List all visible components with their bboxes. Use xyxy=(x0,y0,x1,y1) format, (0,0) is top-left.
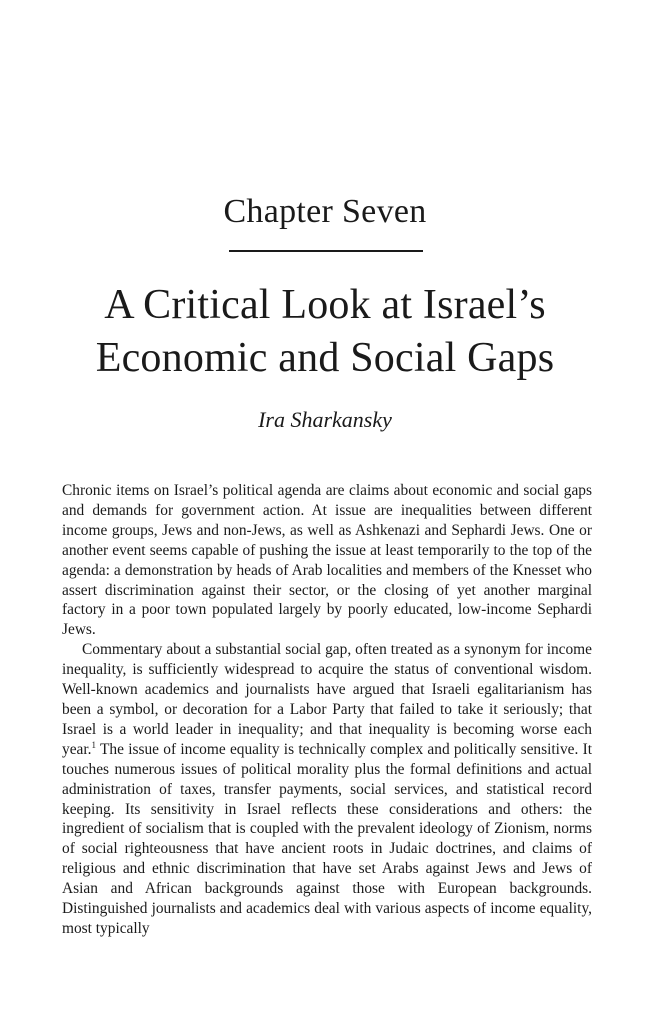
paragraph-1: Chronic items on Israel’s political agenda are claims about economic and social gaps and demands for government action. At issue are inequalities between different income groups, Jews and non-Jews, as well as Ashkenazi and Sephardi Jews. One or another event seems capable of pushing the issue at least temporarily to the top of the agenda: a demonstration by heads of Arab localities and members of the Knesset who assert discrimination against their sector, or the closing of yet another marginal factory in a poor town populated largely by poorly educated, low-income Sephardi Jews. xyxy=(62,482,592,639)
chapter-title xyxy=(0,279,650,385)
chapter-title-line-2: Economic and Social Gaps xyxy=(95,335,555,381)
author-name: Ira Sharkansky xyxy=(258,407,392,432)
title-divider xyxy=(229,250,423,252)
body-text xyxy=(62,481,592,939)
chapter-label: Chapter Seven xyxy=(223,193,427,230)
paragraph-2-part-1: Commentary about a substantial social gap, often treated as a synonym for income inequality, is sufficiently widespread to acquire the status of conventional wisdom. Well-known academics and journalists have argued that Israeli egalitarianism has been a symbol, or decoration for a Labor Party that failed to take it seriously; that Israel is a world leader in inequality; and that inequality is becoming worse each year. xyxy=(62,641,592,758)
chapter-title-line-1: A Critical Look at Israel’s xyxy=(104,282,546,328)
paragraph-2-part-2: The issue of income equality is technically complex and politically sensitive. It touches numerous issues of political morality plus the formal definitions and actual administration of taxes, transfer payments, social services, and statistical record keeping. Its sensitivity in Israel reflects these considerations and others: the ingredient of socialism that is coupled with the prevalent ideology of Zionism, norms of social righteousness that have ancient roots in Judaic doctrines, and claims of religious and ethnic discrimination that have set Arabs against Jews and Jews of Asian and African backgrounds against those with European backgrounds. Distinguished journalists and academics deal with various aspects of income equality, most typically xyxy=(62,740,592,937)
paragraph-2 xyxy=(62,640,592,939)
footnote-reference[interactable]: 1 xyxy=(91,739,96,750)
